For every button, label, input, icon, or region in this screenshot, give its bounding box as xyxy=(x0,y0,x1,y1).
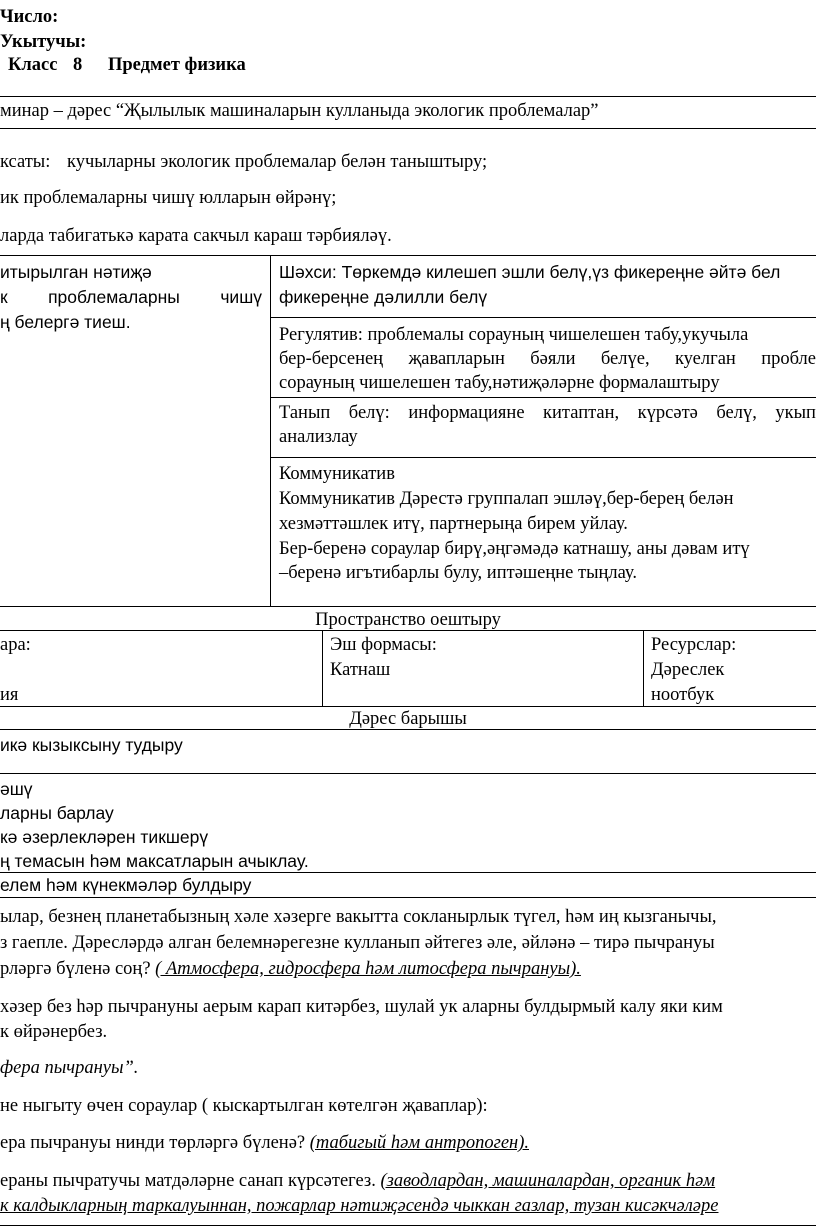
space-col2-value: Катнаш xyxy=(330,660,391,680)
class-value: 8 xyxy=(73,55,83,75)
question-1 xyxy=(0,1131,529,1155)
word: чишү xyxy=(220,287,262,307)
stage-2-line-1: әшү xyxy=(0,779,33,799)
page-bottom-rule xyxy=(0,1225,816,1226)
regulative-line-1: Регулятив: проблемалы сорауның чишелешен табу,укучыла xyxy=(279,325,749,345)
stage-2-line-3: кә әзерлекләрен тикшерү xyxy=(0,827,209,847)
table-border xyxy=(270,255,271,607)
lesson-topic: минар – дәрес “Җылылык машиналарын кулланыда экологик проблемалар” xyxy=(0,101,599,121)
space-col1-label: ара: xyxy=(0,635,31,655)
para-4: не ныгыту өчен сораулар ( кыскартылган кѳтелгән җаваплар): xyxy=(0,1096,488,1116)
word: Танып xyxy=(279,403,331,423)
para-1-line-3 xyxy=(0,957,581,981)
goal-label: ксаты: xyxy=(0,152,51,172)
word: проблемаларны xyxy=(48,287,180,307)
word: укып xyxy=(775,403,816,423)
outcome-line-3: ң белергә тиеш. xyxy=(0,312,131,332)
space-title: Пространство оештыру xyxy=(315,610,501,630)
para-2-line-2: к өйрәнербез. xyxy=(0,1022,108,1042)
divider xyxy=(0,96,816,97)
goal-3: ларда табигатькә карата сакчыл караш тәрбияләү. xyxy=(0,226,392,246)
space-col3-value-1: Дәреслек xyxy=(651,660,725,680)
personal-line-2: фикереңне дәлилли белү xyxy=(279,287,488,307)
table-border xyxy=(0,630,816,631)
table-border xyxy=(0,773,816,774)
divider xyxy=(0,128,816,129)
cognitive-line-2: анализлау xyxy=(279,427,358,447)
word: бер-берсенең xyxy=(279,349,384,369)
word: күрсәтә xyxy=(637,403,698,423)
para-3: фера пычрануы”. xyxy=(0,1058,139,1078)
word: пробле xyxy=(761,349,816,369)
comm-line-3: Бер-беренә сораулар бирү,әңгәмәдә катнашу, аны дәвам итү xyxy=(279,539,750,559)
class-label: Класс xyxy=(8,55,58,75)
cell-divider xyxy=(270,397,816,398)
word: китаптан, xyxy=(543,403,620,423)
comm-line-2: хезмәттәшлек итү, партнерыңа бирем уйлау. xyxy=(279,514,628,534)
para-1-answer: ( Атмосфера, гидросфера һәм литосфера пычрануы). xyxy=(155,959,581,979)
word: бәяли xyxy=(530,349,576,369)
cell-divider xyxy=(270,317,816,318)
comm-title: Коммуникатив xyxy=(279,464,395,484)
space-col1-value: ия xyxy=(0,685,19,705)
table-border xyxy=(322,630,323,706)
goal-2: ик проблемаларны чишү юлларын өйрәнү; xyxy=(0,188,337,208)
outcome-line-2 xyxy=(0,285,262,309)
date-label: Число: xyxy=(0,7,59,27)
question-1-text: ера пычрануы нинди төрләргә бүленә? xyxy=(0,1133,306,1153)
personal-line-1: Шәхси: Төркемдә килешеп эшли белү,үз фикереңне әйтә бел xyxy=(279,262,781,282)
word: информацияне xyxy=(408,403,525,423)
comm-line-1: Коммуникатив Дәрестә группалап эшләү,бер-берең белән xyxy=(279,489,734,509)
space-col3-value-2: ноотбук xyxy=(651,685,715,705)
word: куелган xyxy=(674,349,736,369)
course-title: Дәрес барышы xyxy=(349,709,467,729)
goal-1: кучыларны экологик проблемалар белән таныштыру; xyxy=(67,152,488,172)
regulative-line-3: сорауның чишелешен табу,нәтиҗәләрне формалаштыру xyxy=(279,373,720,393)
stage-3: елем һәм күнекмәләр булдыру xyxy=(0,875,252,895)
subject-label: Предмет физика xyxy=(108,55,246,75)
table-border xyxy=(0,606,816,607)
word: белүе, xyxy=(600,349,650,369)
table-border xyxy=(0,255,816,256)
word: белү, xyxy=(716,403,757,423)
table-border xyxy=(643,630,644,706)
cognitive-line-1 xyxy=(279,401,816,425)
para-1-text: рләргә бүленә соң? xyxy=(0,959,151,979)
stage-1: икә кызыксыну тудыру xyxy=(0,735,183,755)
question-2-answer: (заводлардан, машиналардан, органик һәм xyxy=(380,1171,716,1191)
question-2-answer-cont: к калдыкларның таркалуыннан, пожарлар нәтиҗәсендә чыккан газлар, тузан кисәкчәләре xyxy=(0,1196,719,1216)
regulative-line-2 xyxy=(279,347,816,371)
word: белү: xyxy=(348,403,390,423)
table-border xyxy=(0,897,816,898)
para-2-line-1: хәзер без һәр пычрануны аерым карап китәрбез, шулай ук аларны булдырмый калу яки ким xyxy=(0,997,723,1017)
question-2 xyxy=(0,1169,715,1193)
cell-divider xyxy=(270,457,816,458)
para-1-line-2: з гаепле. Дәресләрдә алган белемнәрегезне кулланып әйтегез әле, әйләнә – тирә пычрануы xyxy=(0,933,715,953)
outcome-title: итырылган нәтиҗә xyxy=(0,262,152,282)
comm-line-4: –беренә игътибарлы булу, иптәшеңне тыңлау. xyxy=(279,563,637,583)
space-col2-label: Эш формасы: xyxy=(330,635,437,655)
question-1-answer: (табигый һәм антропоген). xyxy=(309,1133,529,1153)
para-1-line-1: ылар, безнең планетабызның хәле хәзерге вакытта сокланырлык түгел, һәм иң кызганычы, xyxy=(0,907,717,927)
teacher-label: Укытучы: xyxy=(0,32,87,52)
space-col3-label: Ресурслар: xyxy=(651,635,737,655)
word: җавапларын xyxy=(408,349,505,369)
word: к xyxy=(0,287,8,307)
stage-2-line-4: ң темасын һәм максатларын ачыклау. xyxy=(0,851,309,871)
stage-2-line-2: ларны барлау xyxy=(0,803,114,823)
question-2-text: ераны пычратучы матдәләрне санап күрсәтегез. xyxy=(0,1171,376,1191)
table-border xyxy=(0,729,816,730)
